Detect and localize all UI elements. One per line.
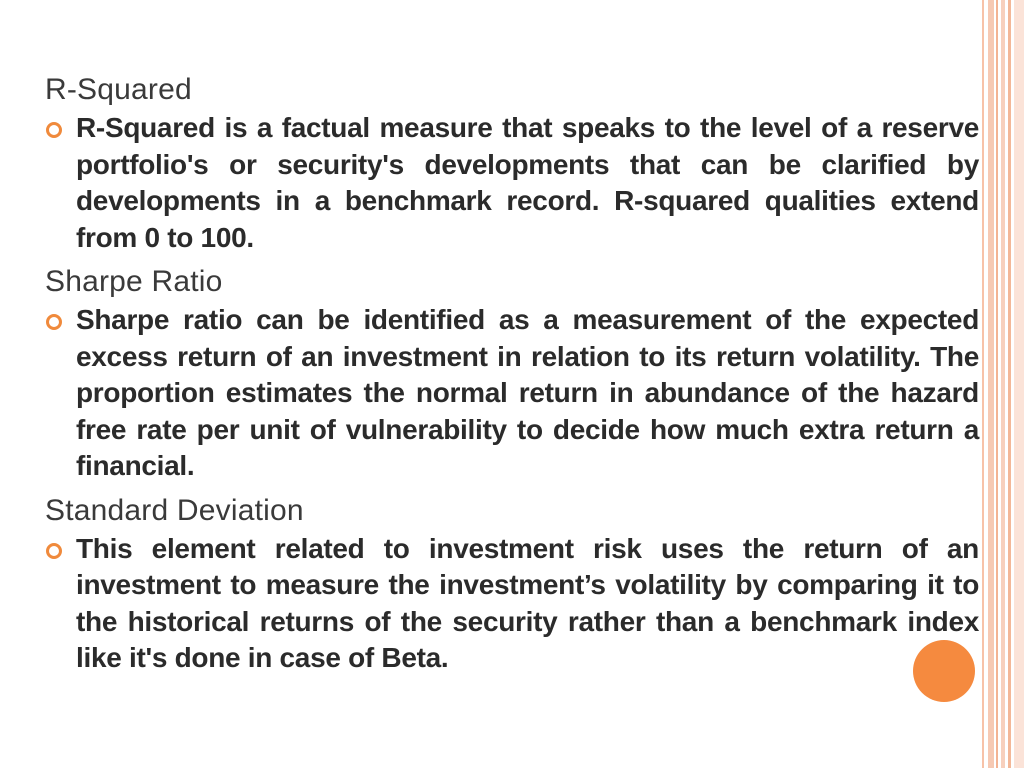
- right-border-stripe: [1014, 0, 1024, 768]
- right-border-stripe: [982, 0, 984, 768]
- right-border-stripe: [1001, 0, 1005, 768]
- section-r-squared: [45, 70, 979, 256]
- orange-circle-icon: [913, 640, 975, 702]
- bullet-item: [45, 531, 979, 677]
- slide-content: [45, 70, 979, 677]
- section-standard-deviation: [45, 491, 979, 677]
- bullet-text-standard-deviation: This element related to investment risk uses the return of an investment to measure the investment’s volatility by comparing it to the historical returns of the security rather than a benchmark index like it's done in case of Beta.: [76, 532, 979, 673]
- right-border-stripe: [996, 0, 998, 768]
- bullet-item: [45, 110, 979, 256]
- bullet-text-r-squared: R-Squared is a factual measure that speaks to the level of a reserve portfolio's or security's developments that can be clarified by developments in a benchmark record. R-squared qualities extend from 0 to 100.: [76, 112, 979, 253]
- right-border-stripe: [1008, 0, 1011, 768]
- bullet-ring-icon: [46, 314, 62, 330]
- section-heading-sharpe-ratio: Sharpe Ratio: [45, 265, 223, 298]
- bullet-text-sharpe-ratio: Sharpe ratio can be identified as a measurement of the expected excess return of an investment in relation to its return volatility. The proportion estimates the normal return in abundance of the hazard free rate per unit of vulnerability to decide how much extra return a financial.: [76, 304, 979, 481]
- bullet-ring-icon: [46, 122, 62, 138]
- section-heading-r-squared: R-Squared: [45, 73, 192, 106]
- bullet-item: [45, 302, 979, 485]
- section-sharpe-ratio: [45, 262, 979, 485]
- bullet-ring-icon: [46, 543, 62, 559]
- section-heading-standard-deviation: Standard Deviation: [45, 493, 304, 527]
- right-border-stripe: [988, 0, 994, 768]
